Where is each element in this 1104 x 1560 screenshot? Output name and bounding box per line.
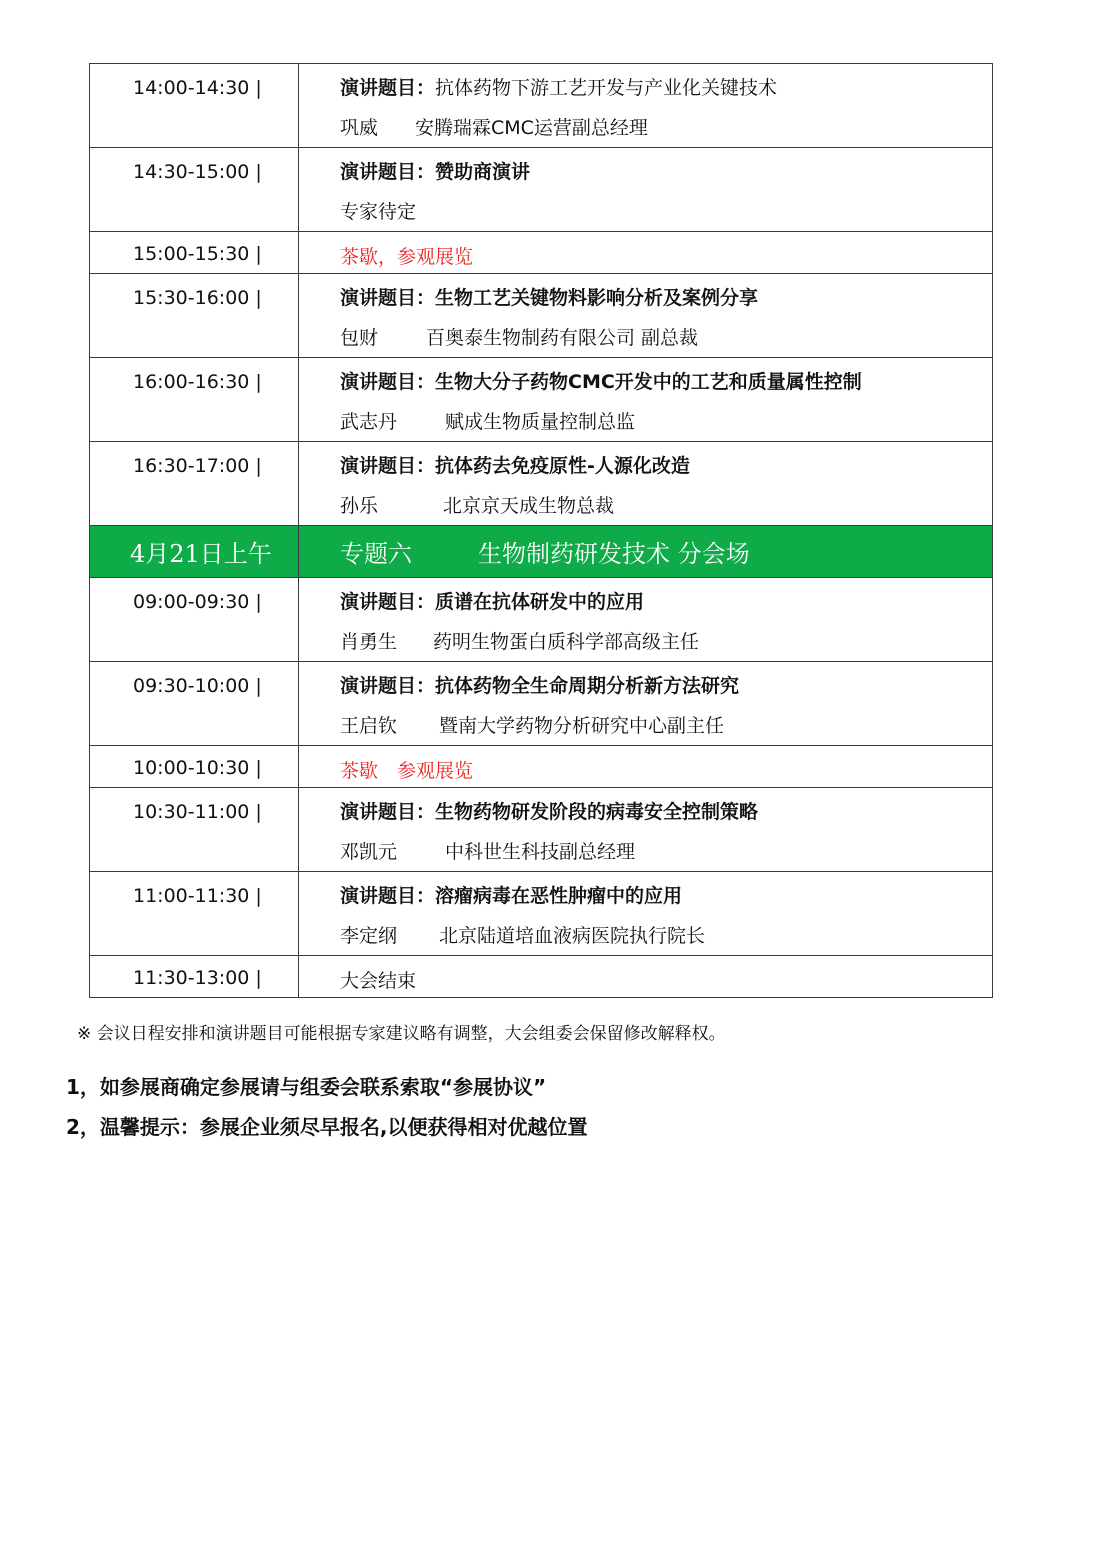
agenda-row bbox=[90, 358, 993, 442]
talk-cell bbox=[299, 148, 993, 232]
talk-topic: 抗体药物下游工艺开发与产业化关键技术 bbox=[435, 77, 778, 99]
speaker-name: 李定纲 bbox=[340, 925, 398, 947]
tip-item: 2，温馨提示：参展企业须尽早报名,以便获得相对优越位置 bbox=[66, 1115, 588, 1139]
session-label: 专题六 bbox=[340, 540, 412, 568]
talk-topic: 质谱在抗体研发中的应用 bbox=[435, 591, 645, 613]
agenda-row bbox=[90, 442, 993, 526]
speaker-org: 暨南大学药物分析研究中心副主任 bbox=[439, 715, 725, 737]
agenda-row bbox=[90, 64, 993, 148]
talk-topic: 赞助商演讲 bbox=[435, 161, 531, 183]
time-slot: 11:30-13:00 | bbox=[90, 956, 299, 998]
talk-cell bbox=[299, 872, 993, 956]
time-slot: 10:30-11:00 | bbox=[90, 788, 299, 872]
break-text: 茶歇，参观展览 bbox=[299, 232, 993, 274]
time-slot: 15:00-15:30 | bbox=[90, 232, 299, 274]
talk-topic: 抗体药去免疫原性-人源化改造 bbox=[435, 455, 690, 477]
agenda-row-end bbox=[90, 956, 993, 998]
speaker-name: 孙乐 bbox=[340, 495, 379, 517]
speaker-org: 安腾瑞霖CMC运营副总经理 bbox=[415, 117, 648, 139]
session-title bbox=[299, 526, 993, 578]
tips-list bbox=[66, 1067, 588, 1147]
agenda-row bbox=[90, 788, 993, 872]
time-slot: 14:30-15:00 | bbox=[90, 148, 299, 232]
session-subtitle: 生物制药研发技术 分会场 bbox=[478, 540, 750, 568]
time-slot: 14:00-14:30 | bbox=[90, 64, 299, 148]
time-slot: 10:00-10:30 | bbox=[90, 746, 299, 788]
talk-topic: 生物大分子药物CMC开发中的工艺和质量属性控制 bbox=[435, 371, 862, 393]
talk-topic: 生物工艺关键物料影响分析及案例分享 bbox=[435, 287, 759, 309]
session-header bbox=[90, 526, 993, 578]
speaker-name: 专家待定 bbox=[340, 201, 417, 223]
time-slot: 09:30-10:00 | bbox=[90, 662, 299, 746]
schedule-table bbox=[89, 63, 993, 998]
end-text: 大会结束 bbox=[299, 956, 993, 998]
talk-cell bbox=[299, 442, 993, 526]
agenda-row bbox=[90, 578, 993, 662]
speaker-name: 肖勇生 bbox=[340, 631, 398, 653]
speaker-name: 武志丹 bbox=[340, 411, 398, 433]
talk-cell bbox=[299, 578, 993, 662]
talk-cell bbox=[299, 662, 993, 746]
topic-label: 演讲题目： bbox=[340, 287, 436, 309]
talk-cell bbox=[299, 274, 993, 358]
speaker-org: 百奥泰生物制药有限公司 副总裁 bbox=[426, 327, 699, 349]
topic-label: 演讲题目： bbox=[340, 371, 436, 393]
topic-label: 演讲题目： bbox=[340, 77, 436, 99]
talk-cell bbox=[299, 788, 993, 872]
speaker-name: 包财 bbox=[340, 327, 379, 349]
speaker-name: 王启钦 bbox=[340, 715, 398, 737]
talk-cell bbox=[299, 358, 993, 442]
speaker-org: 北京陆道培血液病医院执行院长 bbox=[439, 925, 706, 947]
time-slot: 09:00-09:30 | bbox=[90, 578, 299, 662]
agenda-row-break bbox=[90, 746, 993, 788]
talk-topic: 溶瘤病毒在恶性肿瘤中的应用 bbox=[435, 885, 683, 907]
speaker-org: 药明生物蛋白质科学部高级主任 bbox=[433, 631, 700, 653]
topic-label: 演讲题目： bbox=[340, 161, 436, 183]
topic-label: 演讲题目： bbox=[340, 675, 436, 697]
time-slot: 15:30-16:00 | bbox=[90, 274, 299, 358]
speaker-name: 巩威 bbox=[340, 117, 379, 139]
topic-label: 演讲题目： bbox=[340, 885, 436, 907]
break-text: 茶歇 参观展览 bbox=[299, 746, 993, 788]
time-slot: 16:30-17:00 | bbox=[90, 442, 299, 526]
tip-item: 1，如参展商确定参展请与组委会联系索取“参展协议” bbox=[66, 1075, 547, 1099]
topic-label: 演讲题目： bbox=[340, 591, 436, 613]
talk-topic: 抗体药物全生命周期分析新方法研究 bbox=[435, 675, 740, 697]
agenda-row bbox=[90, 662, 993, 746]
agenda-row-break bbox=[90, 232, 993, 274]
agenda-row bbox=[90, 148, 993, 232]
time-slot: 11:00-11:30 | bbox=[90, 872, 299, 956]
schedule-note: ※ 会议日程安排和演讲题目可能根据专家建议略有调整，大会组委会保留修改解释权。 bbox=[77, 1024, 726, 1044]
topic-label: 演讲题目： bbox=[340, 801, 436, 823]
session-date: 4月21日上午 bbox=[90, 526, 299, 578]
speaker-org: 赋成生物质量控制总监 bbox=[445, 411, 636, 433]
speaker-name: 邓凯元 bbox=[340, 841, 398, 863]
topic-label: 演讲题目： bbox=[340, 455, 436, 477]
talk-topic: 生物药物研发阶段的病毒安全控制策略 bbox=[435, 801, 759, 823]
agenda-row bbox=[90, 872, 993, 956]
time-slot: 16:00-16:30 | bbox=[90, 358, 299, 442]
speaker-org: 北京京天成生物总裁 bbox=[443, 495, 615, 517]
talk-cell bbox=[299, 64, 993, 148]
agenda-row bbox=[90, 274, 993, 358]
speaker-org: 中科世生科技副总经理 bbox=[445, 841, 636, 863]
